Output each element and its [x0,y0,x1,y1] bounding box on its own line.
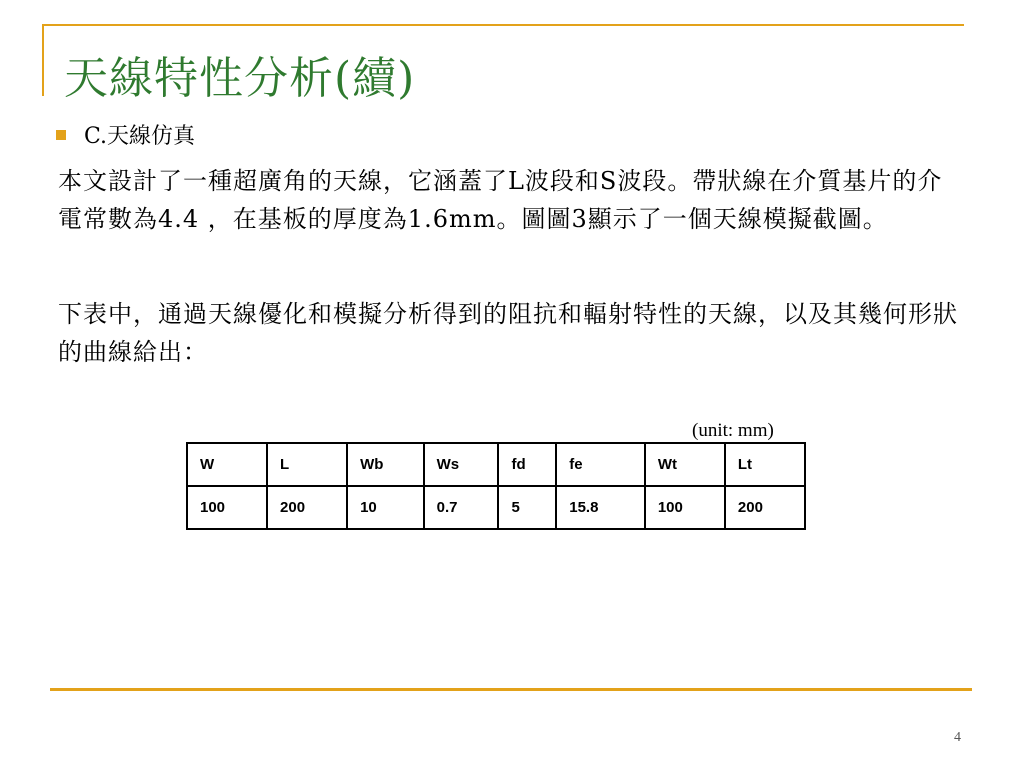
paragraph-1: 本文設計了一種超廣角的天線，它涵蓋了L波段和S波段。帶狀線在介質基片的介電常數為4.4 ，在基板的厚度為1.6mm。圖圖3顯示了一個天線模擬截圖。 [58,167,943,233]
left-border-line [42,24,44,96]
paragraph-2: 下表中，通過天線優化和模擬分析得到的阻抗和輻射特性的天線，以及其幾何形狀的曲線給出： [58,300,958,366]
table-row [187,486,805,529]
parameter-table [186,442,806,530]
table-header-cell: Ws [424,443,499,486]
page-number: 4 [954,730,961,745]
table-cell: 200 [725,486,805,529]
table-header-cell: Wt [645,443,725,486]
table-header-row [187,443,805,486]
table-cell: 100 [645,486,725,529]
table-header-cell: L [267,443,347,486]
bullet-item [56,119,195,150]
table-cell: 5 [498,486,556,529]
table-cell: 15.8 [556,486,645,529]
table-header-cell: Lt [725,443,805,486]
square-bullet-icon [56,130,66,140]
table-cell: 200 [267,486,347,529]
table-header-cell: W [187,443,267,486]
table-header-cell: fe [556,443,645,486]
table-header-cell: Wb [347,443,424,486]
bullet-text: C.天線仿真 [84,124,196,149]
table-cell: 100 [187,486,267,529]
bottom-border-line [50,688,972,691]
top-border-line [42,24,964,26]
unit-label: (unit: mm) [692,420,774,441]
slide-title: 天線特性分析(續) [64,53,416,104]
table-cell: 0.7 [424,486,499,529]
table-cell: 10 [347,486,424,529]
table-header-cell: fd [498,443,556,486]
